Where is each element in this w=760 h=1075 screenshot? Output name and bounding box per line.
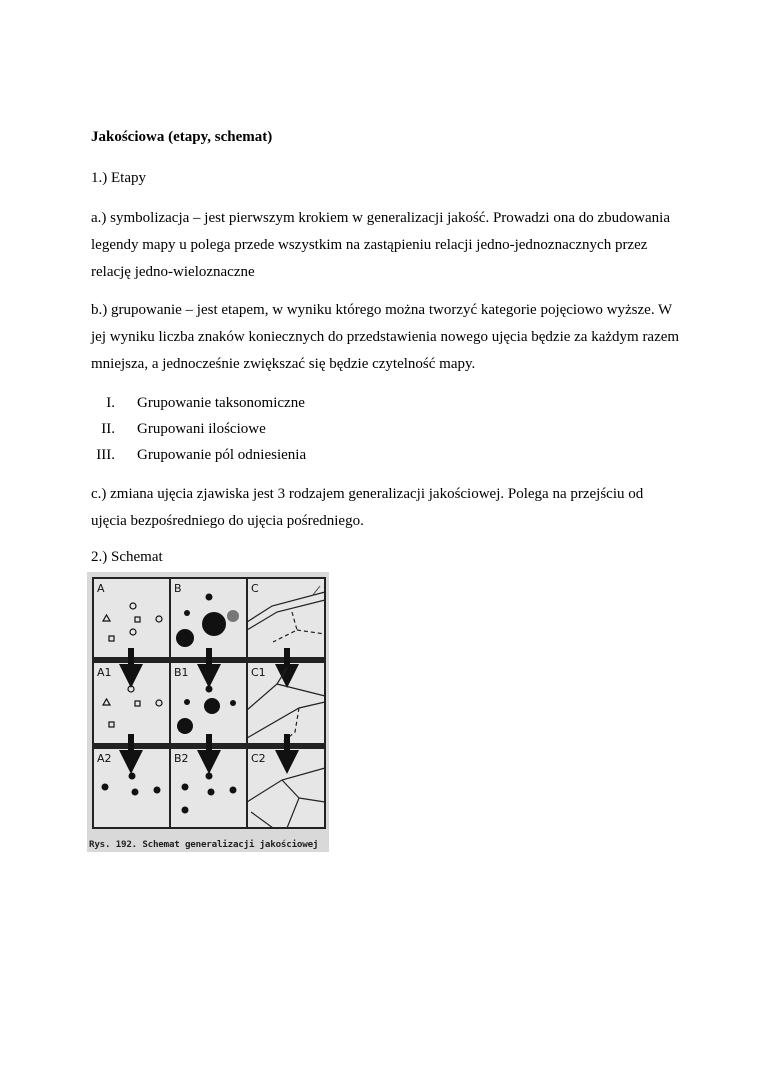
panel-label: B (174, 582, 182, 595)
grouping-list (91, 390, 307, 468)
generalization-schema-figure (87, 572, 329, 852)
list-item (91, 390, 305, 416)
figure-caption: Rys. 192. Schemat generalizacji jakościowej (89, 839, 319, 850)
panel-label: B1 (174, 666, 189, 679)
panel-label: A1 (97, 666, 112, 679)
list-item (91, 442, 307, 468)
document-title: Jakościowa (etapy, schemat) (91, 129, 273, 145)
panel-label: C (251, 582, 259, 595)
list-number: I. (106, 395, 115, 411)
list-text: Grupowanie taksonomiczne (137, 395, 305, 411)
list-text: Grupowani ilościowe (137, 421, 266, 437)
schema-diagram (87, 572, 329, 834)
list-number: III. (96, 447, 115, 463)
paragraph-symbolizacja: a.) symbolizacja – jest pierwszym krokiem w generalizacji jakość. Prowadzi ona do zbudowania legendy mapy u polega przede wszystkim na zastąpieniu relacji jedno-jednoznacznych przez relację jedno-wieloznaczne (91, 210, 670, 280)
panel-label: A (97, 582, 105, 595)
section-heading-etapy: 1.) Etapy (91, 170, 146, 186)
panel-label: B2 (174, 752, 189, 765)
list-item (91, 416, 266, 442)
panel-label: C1 (251, 666, 266, 679)
panel-label: C2 (251, 752, 266, 765)
section-heading-schemat: 2.) Schemat (91, 549, 163, 565)
list-number: II. (101, 421, 115, 437)
panel-label: A2 (97, 752, 112, 765)
paragraph-grupowanie: b.) grupowanie – jest etapem, w wyniku którego można tworzyć kategorie pojęciowo wyższe. W jej wyniku liczba znaków koniecznych do przedstawienia nowego ujęcia będzie za każdym razem mniejsza, a jednocześnie zwiększać się będzie czytelność mapy. (91, 302, 680, 372)
list-text: Grupowanie pól odniesienia (137, 447, 307, 463)
paragraph-zmiana-ujecia: c.) zmiana ujęcia zjawiska jest 3 rodzajem generalizacji jakościowej. Polega na przejściu od ujęcia bezpośredniego do ujęcia pośredniego. (91, 486, 644, 529)
